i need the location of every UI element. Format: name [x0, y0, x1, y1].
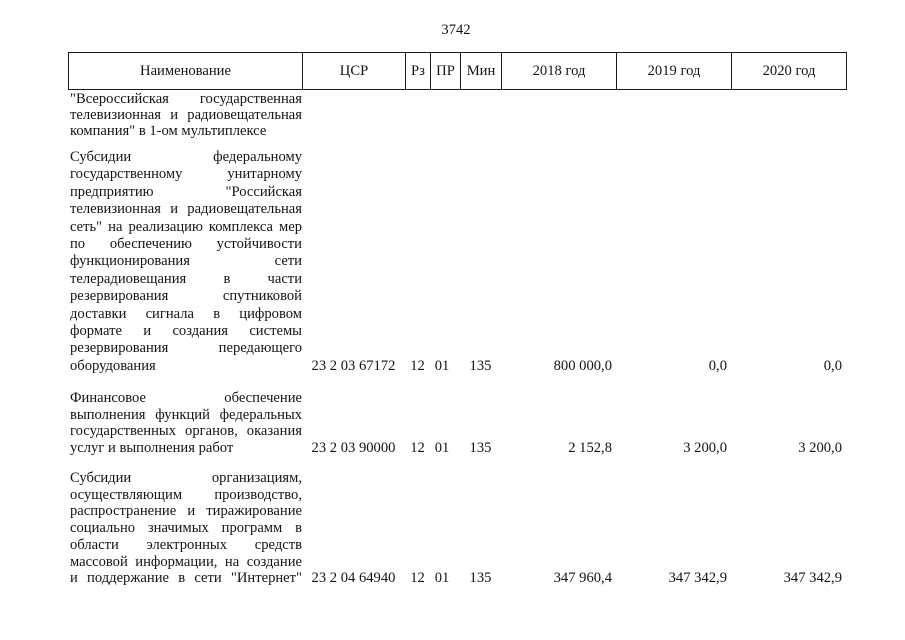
- cell-pr: 01: [434, 440, 450, 457]
- row-name-line: оборудования: [70, 357, 156, 374]
- row-name-line: и поддержание в сети "Интернет": [70, 570, 302, 587]
- header-2018: 2018 год: [501, 53, 616, 89]
- cell-2018: 347 960,4: [553, 570, 612, 587]
- header-2019: 2019 год: [616, 53, 731, 89]
- cell-2020: 347 342,9: [783, 570, 842, 587]
- cell-pr: 01: [434, 570, 450, 587]
- cell-2018: 800 000,0: [553, 357, 612, 374]
- header-name: Наименование: [140, 63, 231, 79]
- row-name-line: услуг и выполнения работ: [70, 440, 234, 457]
- row-name-line: выполнения функций федеральных: [70, 406, 302, 423]
- table-row: [70, 149, 846, 375]
- row-name: [70, 149, 302, 375]
- cell-csr: 23 2 03 67172: [311, 357, 396, 374]
- row-name-line: "Всероссийская государственная: [70, 91, 302, 107]
- table-row: [70, 91, 846, 139]
- cell-min: 135: [469, 440, 492, 457]
- table-row: [70, 470, 846, 587]
- cell-2019: 3 200,0: [683, 440, 727, 457]
- row-name-line: Финансовое обеспечение: [70, 390, 302, 406]
- row-name-line: резервирования передающего: [70, 340, 302, 357]
- cell-rz: 12: [410, 357, 425, 374]
- cell-min: 135: [469, 357, 492, 374]
- row-name: [70, 91, 302, 139]
- cell-2018: 2 152,8: [568, 440, 612, 457]
- cell-min: 135: [469, 570, 492, 587]
- row-name-line: распространение и тиражирование: [70, 503, 302, 520]
- row-name-line: сеть" на реализацию комплекса мер: [70, 218, 302, 235]
- table-header: [68, 52, 847, 90]
- row-name-line: доставки сигнала в цифровом: [70, 305, 302, 322]
- row-name-line: осуществляющим производство,: [70, 486, 302, 503]
- row-name-line: предприятию "Российская: [70, 183, 302, 200]
- cell-2019: 0,0: [708, 357, 727, 374]
- header-min: Мин: [460, 53, 501, 89]
- header-csr: ЦСР: [302, 53, 405, 89]
- row-name-line: формате и создания системы: [70, 323, 302, 340]
- header-rz: Рз: [405, 53, 430, 89]
- row-name-line: функционирования сети: [70, 253, 302, 270]
- cell-2020: 0,0: [823, 357, 842, 374]
- row-name-line: резервирования спутниковой: [70, 288, 302, 305]
- row-name: [70, 390, 302, 457]
- cell-2020: 3 200,0: [798, 440, 842, 457]
- row-name-line: телевизионная и радиовещательная: [70, 107, 302, 123]
- row-name-line: по обеспечению устойчивости: [70, 236, 302, 253]
- table-row: [70, 390, 846, 457]
- row-name-line: массовой информации, на создание: [70, 553, 302, 570]
- row-name-line: Субсидии организациям,: [70, 470, 302, 486]
- row-name-line: Субсидии федеральному: [70, 149, 302, 165]
- cell-pr: 01: [434, 357, 450, 374]
- header-pr: ПР: [430, 53, 460, 89]
- cell-2019: 347 342,9: [668, 570, 727, 587]
- row-name-line: телевизионная и радиовещательная: [70, 201, 302, 218]
- header-2020: 2020 год: [731, 53, 846, 89]
- row-name-line: государственному унитарному: [70, 166, 302, 183]
- cell-rz: 12: [410, 440, 425, 457]
- row-name-line: телерадиовещания в части: [70, 270, 302, 287]
- cell-csr: 23 2 04 64940: [311, 570, 396, 587]
- row-name-line: социально значимых программ в: [70, 520, 302, 537]
- row-name-line: государственных органов, оказания: [70, 423, 302, 440]
- row-name-line: компания" в 1-ом мультиплексе: [70, 123, 267, 139]
- page-number: 3742: [441, 22, 471, 38]
- row-name-line: области электронных средств: [70, 536, 302, 553]
- row-name: [70, 470, 302, 587]
- cell-rz: 12: [410, 570, 425, 587]
- cell-csr: 23 2 03 90000: [311, 440, 396, 457]
